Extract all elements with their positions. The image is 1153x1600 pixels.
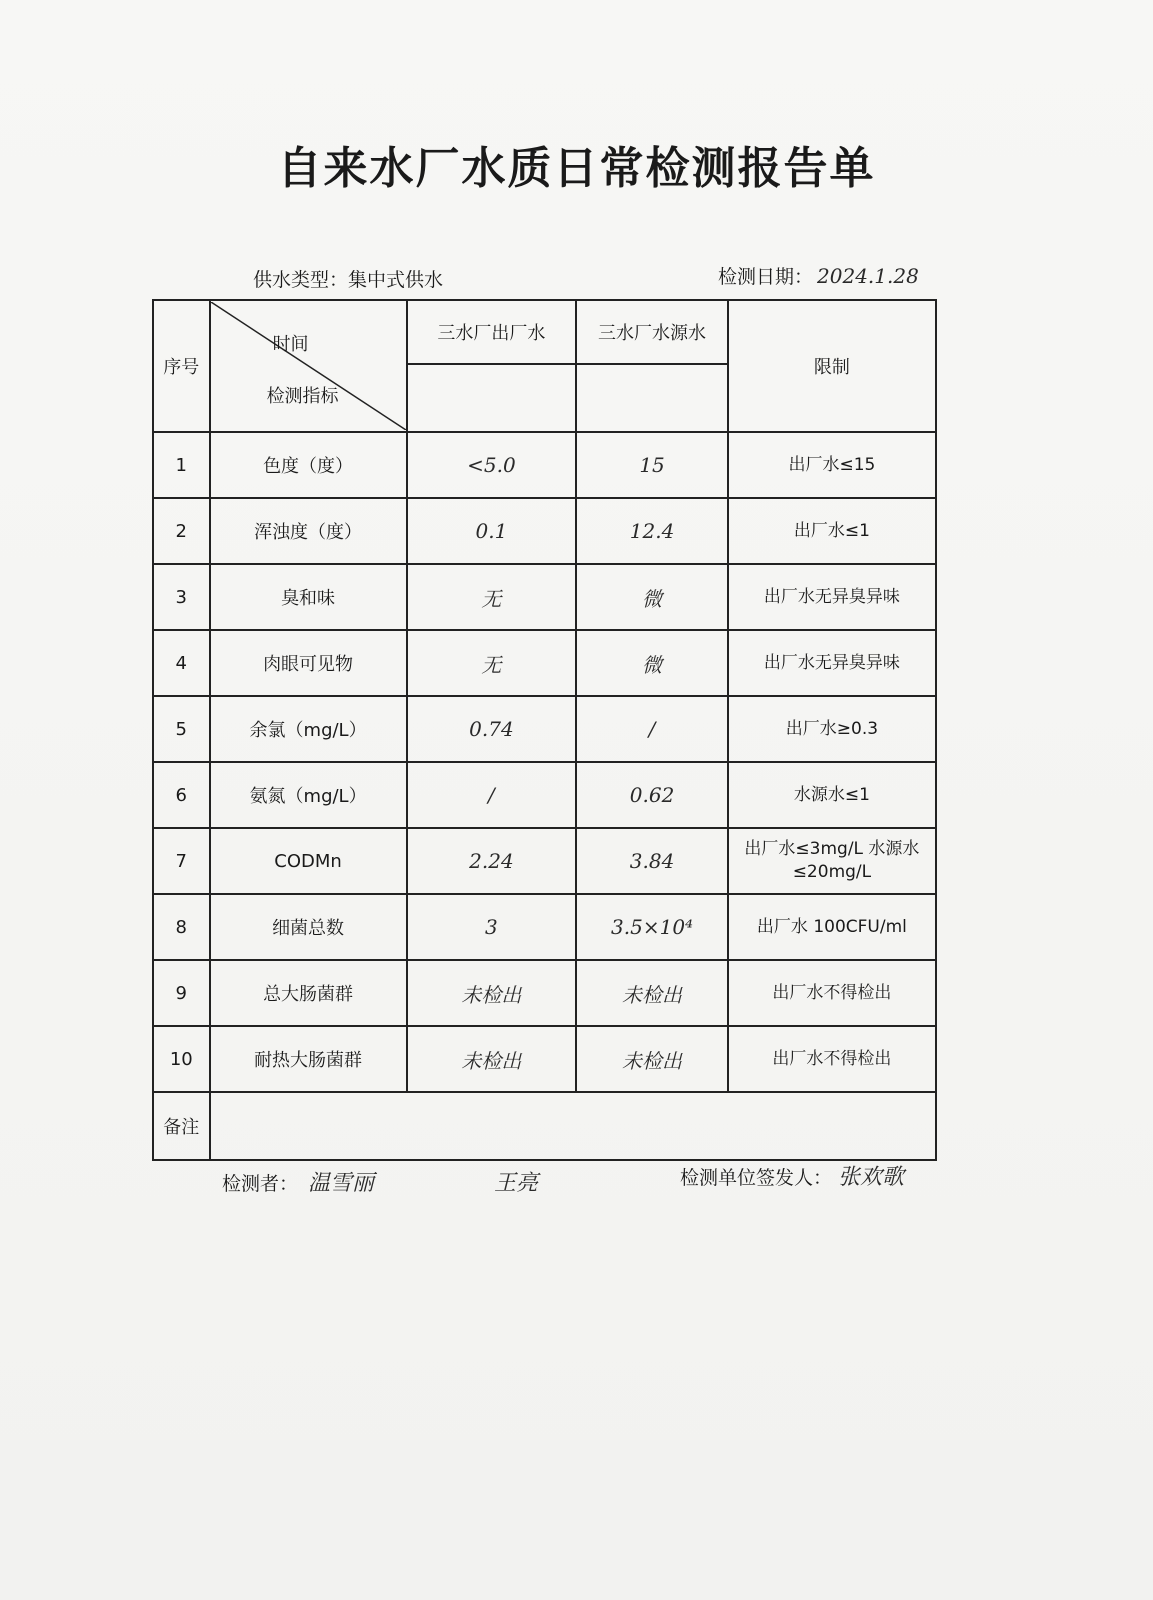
row-value-a: <5.0 xyxy=(407,432,577,498)
row-indicator: 余氯（mg/L） xyxy=(210,696,407,762)
row-value-a: / xyxy=(407,762,577,828)
issuer-name: 张欢歌 xyxy=(838,1165,905,1190)
row-limit: 出厂水不得检出 xyxy=(728,960,936,1026)
page-title: 自来水厂水质日常检测报告单 xyxy=(277,143,876,194)
test-date xyxy=(718,262,919,289)
table-row xyxy=(153,498,936,564)
row-value-b: / xyxy=(576,696,728,762)
table-row xyxy=(153,828,936,894)
row-value-b: 微 xyxy=(576,630,728,696)
row-indicator: 肉眼可见物 xyxy=(210,630,407,696)
row-indicator: 细菌总数 xyxy=(210,894,407,960)
row-limit: 水源水≤1 xyxy=(728,762,936,828)
row-indicator: 耐热大肠菌群 xyxy=(210,1026,407,1092)
row-value-b: 3.5×10⁴ xyxy=(576,894,728,960)
row-value-a: 0.74 xyxy=(407,696,577,762)
row-value-a: 无 xyxy=(407,630,577,696)
row-limit: 出厂水≥0.3 xyxy=(728,696,936,762)
row-value-b: 未检出 xyxy=(576,960,728,1026)
diagonal-line xyxy=(211,302,406,430)
header-col-b-sub xyxy=(576,364,728,432)
row-limit: 出厂水≤15 xyxy=(728,432,936,498)
row-no: 2 xyxy=(153,498,210,564)
note-row xyxy=(153,1092,936,1160)
header-no: 序号 xyxy=(153,300,210,432)
row-value-a: 无 xyxy=(407,564,577,630)
row-indicator: 臭和味 xyxy=(210,564,407,630)
table-row xyxy=(153,960,936,1026)
row-value-a: 未检出 xyxy=(407,1026,577,1092)
row-indicator: 色度（度） xyxy=(210,432,407,498)
row-value-b: 0.62 xyxy=(576,762,728,828)
header-col-a-sub xyxy=(407,364,577,432)
row-limit: 出厂水 100CFU/ml xyxy=(728,894,936,960)
row-no: 3 xyxy=(153,564,210,630)
report-table xyxy=(152,299,937,1161)
row-no: 9 xyxy=(153,960,210,1026)
row-indicator: CODMn xyxy=(210,828,407,894)
row-limit: 出厂水≤3mg/L 水源水≤20mg/L xyxy=(728,828,936,894)
note-value xyxy=(210,1092,936,1160)
row-no: 8 xyxy=(153,894,210,960)
table-row xyxy=(153,564,936,630)
row-no: 1 xyxy=(153,432,210,498)
tester-label: 检测者： xyxy=(222,1173,299,1195)
row-limit: 出厂水不得检出 xyxy=(728,1026,936,1092)
note-label: 备注 xyxy=(153,1092,210,1160)
table-row xyxy=(153,432,936,498)
row-indicator: 氨氮（mg/L） xyxy=(210,762,407,828)
test-date-label: 检测日期： xyxy=(718,266,814,288)
header-limit: 限制 xyxy=(728,300,936,432)
table-row xyxy=(153,630,936,696)
row-limit: 出厂水≤1 xyxy=(728,498,936,564)
table-row xyxy=(153,894,936,960)
supply-type-value: 集中式供水 xyxy=(348,269,444,291)
row-indicator: 浑浊度（度） xyxy=(210,498,407,564)
supply-type-label: 供水类型： xyxy=(253,269,349,291)
header-indicator: 检测指标 xyxy=(266,386,339,407)
tester-signature xyxy=(222,1166,538,1197)
row-no: 4 xyxy=(153,630,210,696)
row-no: 10 xyxy=(153,1026,210,1092)
tester-name-1: 温雪丽 xyxy=(308,1171,375,1196)
header-col-b: 三水厂水源水 xyxy=(576,300,728,364)
header-time: 时间 xyxy=(272,334,309,355)
row-value-a: 0.1 xyxy=(407,498,577,564)
header-diagonal-cell xyxy=(210,300,407,432)
row-value-b: 15 xyxy=(576,432,728,498)
header-col-a: 三水厂出厂水 xyxy=(407,300,577,364)
row-value-b: 未检出 xyxy=(576,1026,728,1092)
table-row xyxy=(153,1026,936,1092)
issuer-signature xyxy=(680,1160,904,1191)
row-no: 7 xyxy=(153,828,210,894)
issuer-label: 检测单位签发人： xyxy=(680,1167,833,1189)
row-no: 5 xyxy=(153,696,210,762)
row-no: 6 xyxy=(153,762,210,828)
row-value-b: 3.84 xyxy=(576,828,728,894)
row-value-a: 3 xyxy=(407,894,577,960)
row-value-a: 2.24 xyxy=(407,828,577,894)
table-row xyxy=(153,696,936,762)
row-value-a: 未检出 xyxy=(407,960,577,1026)
row-value-b: 12.4 xyxy=(576,498,728,564)
row-value-b: 微 xyxy=(576,564,728,630)
row-indicator: 总大肠菌群 xyxy=(210,960,407,1026)
supply-type xyxy=(253,265,443,292)
table-row xyxy=(153,762,936,828)
row-limit: 出厂水无异臭异味 xyxy=(728,630,936,696)
tester-name-2: 王亮 xyxy=(494,1171,539,1196)
row-limit: 出厂水无异臭异味 xyxy=(728,564,936,630)
test-date-value: 2024.1.28 xyxy=(817,264,919,288)
